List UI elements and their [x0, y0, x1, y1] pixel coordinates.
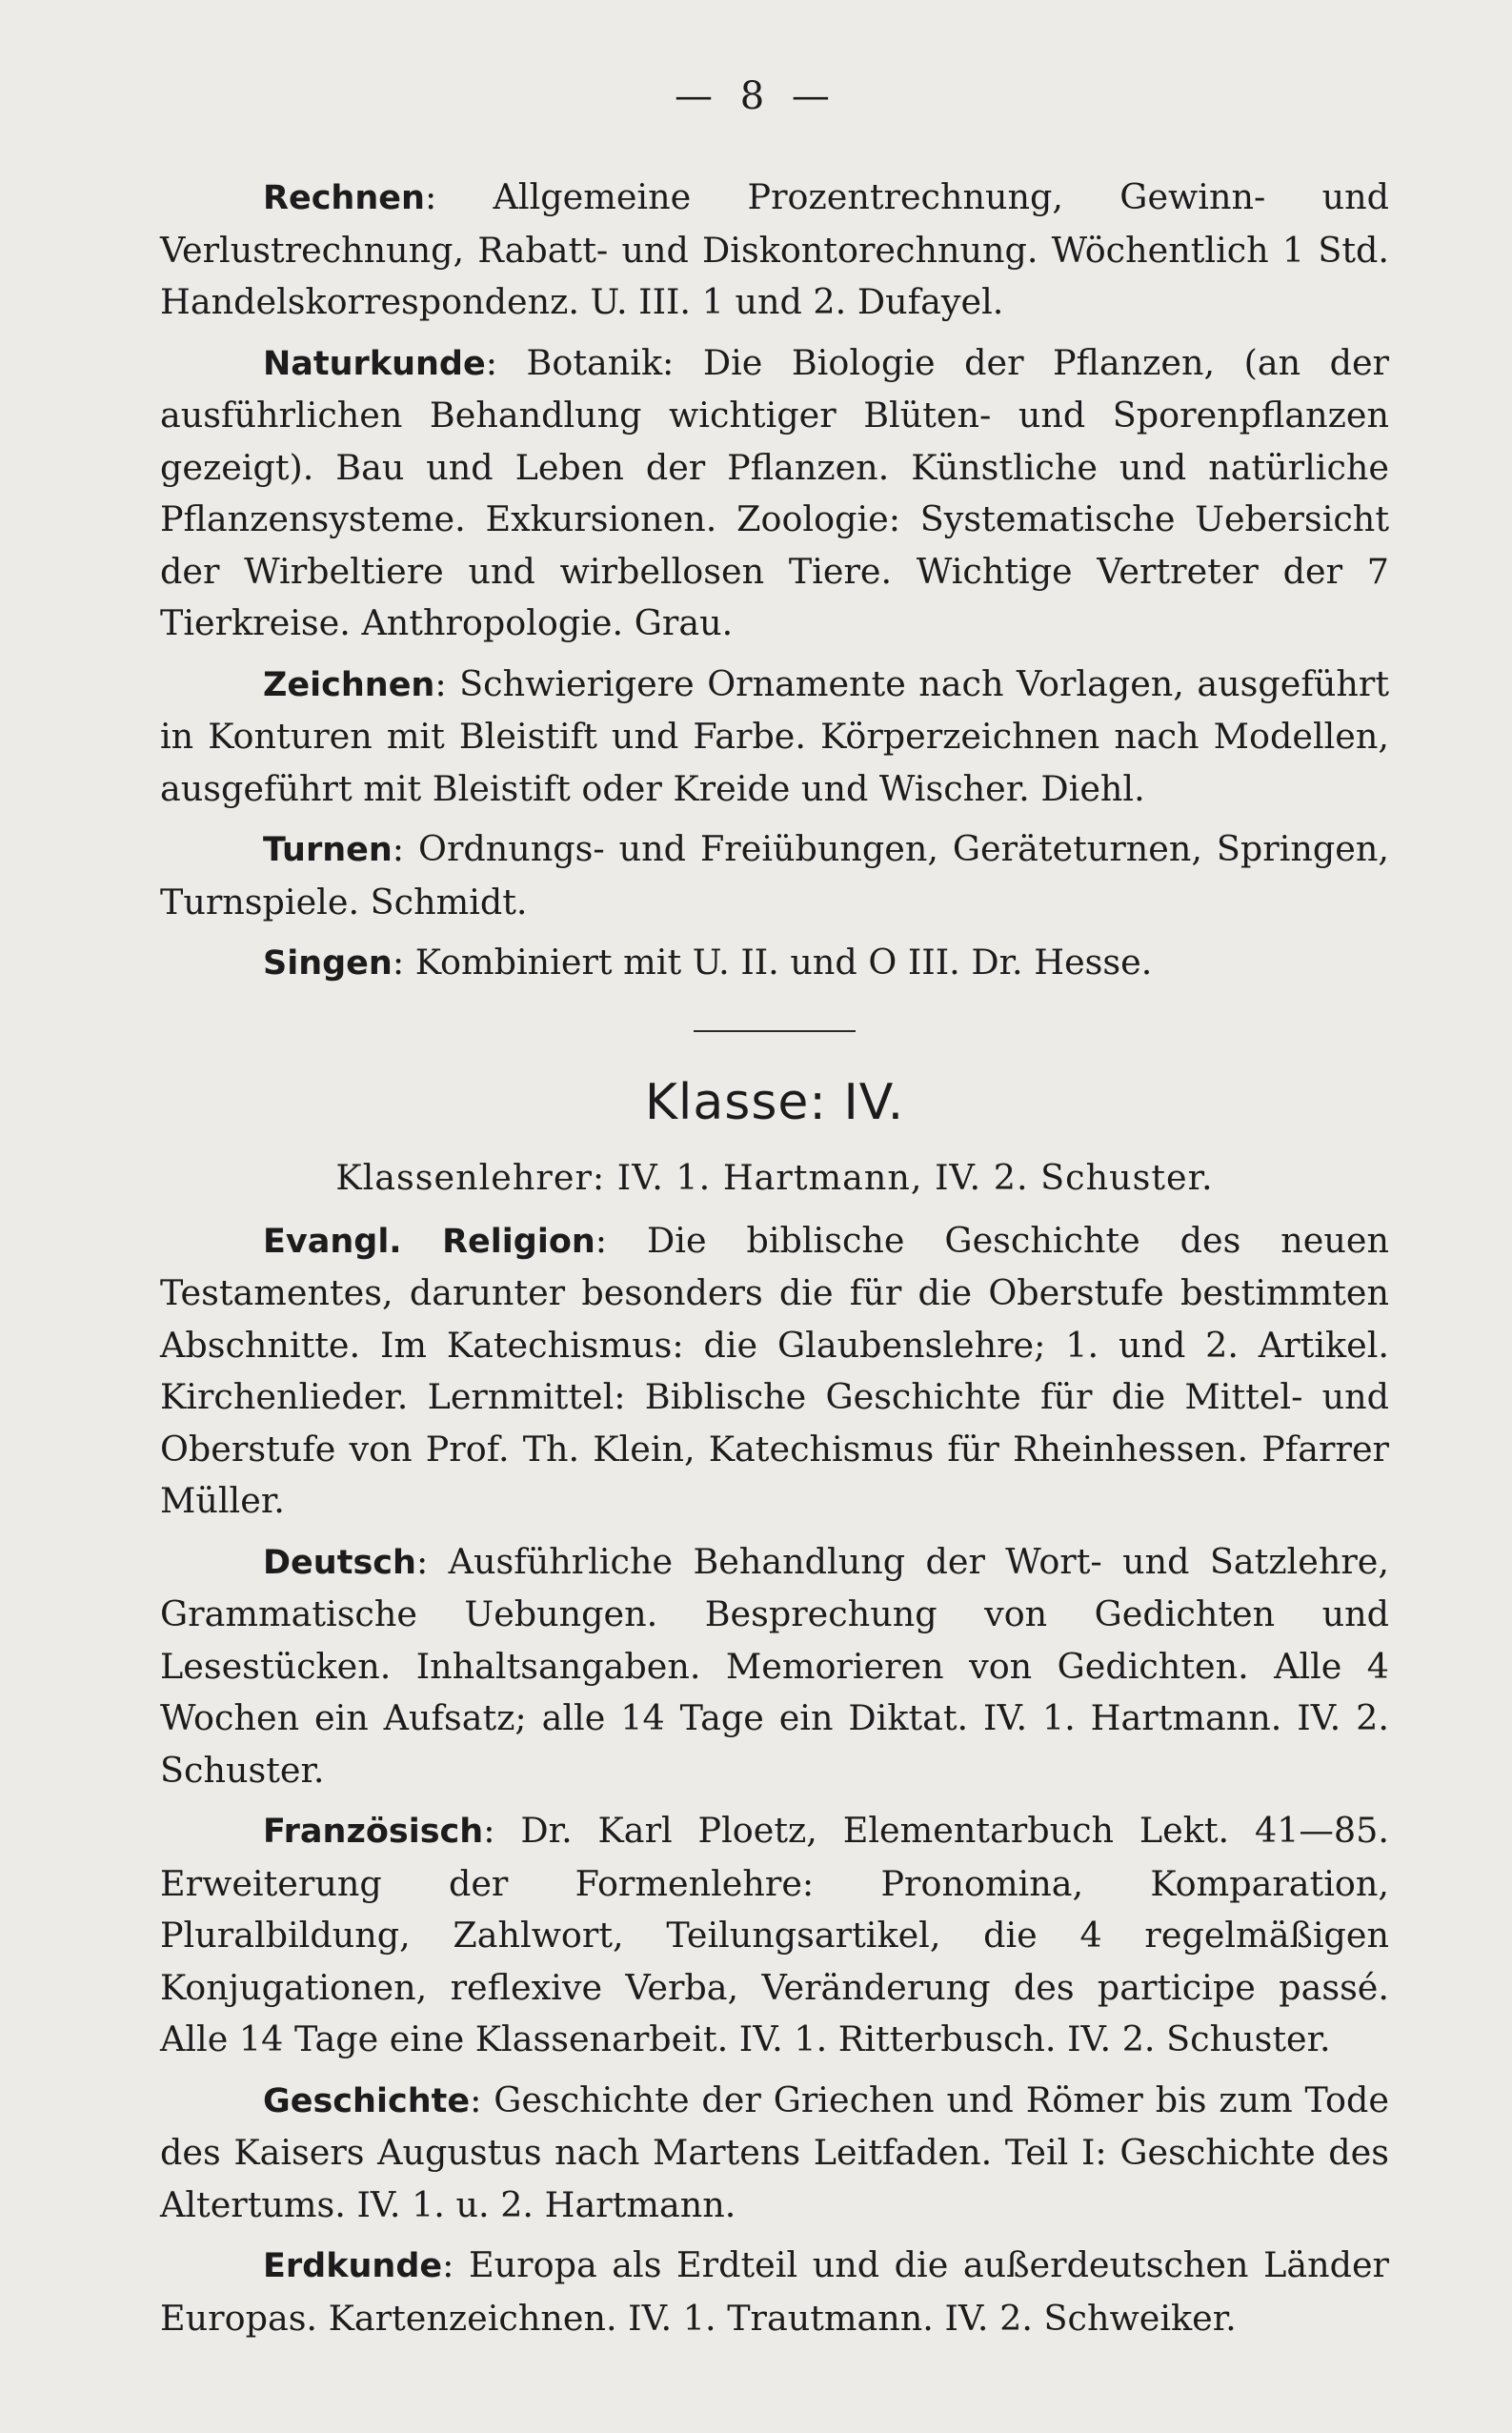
- section-erdkunde: Erdkunde: Europa als Erdteil und die außerdeutschen Länder Europas. Kartenzeichnen. IV. 1. Trautmann. IV. 2. Schweiker.: [160, 2244, 1390, 2339]
- section-text: Europa als Erdteil und die außerdeutschen Länder Europas. Kartenzeichnen. IV. 1. Trautmann. IV. 2. Schweiker.: [160, 2244, 1390, 2339]
- section-text: Die biblische Geschichte des neuen Testamentes, darunter besonders die für die Oberstufe bestimmten Abschnitte. Im Katechismus: die Glaubenslehre; 1. und 2. Artikel. Kirchenlieder. Lernmittel: Biblische Geschichte für die Mittel- und Oberstufe von Prof. Th. Klein, Katechismus für Rheinhessen. Pfarrer Müller.: [160, 1219, 1389, 1521]
- section-text: Geschichte der Griechen und Römer bis zum Tode des Kaisers Augustus nach Martens Leitfaden. Teil I: Geschichte des Altertums. IV. 1. u. 2. Hartmann.: [160, 2078, 1389, 2225]
- section-heading: Französisch: [263, 1813, 484, 1851]
- section-text: Kombiniert mit U. II. und O III. Dr. Hesse.: [414, 942, 1153, 983]
- section-franzoesisch: Französisch: Dr. Karl Ploetz, Elementarbuch Lekt. 41—85. Erweiterung der Formenlehre: Pronomina, Komparation, Pluralbildung, Zahlwort, Teilungsartikel, die 4 regelmäßigen Konjugationen, reflexive Verba, Veränderung des participe passé. Alle 14 Tage eine Klassenarbeit. IV. 1. Ritterbusch. IV. 2. Schuster.: [160, 1810, 1389, 2059]
- section-text: Ausführliche Behandlung der Wort- und Satzlehre, Grammatische Uebungen. Besprechung von Gedichten und Lesestücken. Inhaltsangaben. Memorieren von Gedichten. Alle 4 Wochen ein Aufsatz; alle 14 Tage ein Diktat. IV. 1. Hartmann. IV. 2. Schuster.: [160, 1540, 1389, 1791]
- section-geschichte: Geschichte: Geschichte der Griechen und Römer bis zum Tode des Kaisers Augustus nach Martens Leitfaden. Teil I: Geschichte des Altertums. IV. 1. u. 2. Hartmann.: [160, 2078, 1389, 2225]
- section-rechnen: Rechnen: Allgemeine Prozentrechnung, Gewinn- und Verlustrechnung, Rabatt- und Diskontorechnung. Wöchentlich 1 Std. Handelskorrespondenz. U. III. 1 und 2. Dufayel.: [160, 176, 1389, 322]
- section-heading: Deutsch: [263, 1543, 416, 1582]
- section-text: Ordnungs- und Freiübungen, Geräteturnen, Springen, Turnspiele. Schmidt.: [160, 828, 1389, 923]
- section-text: Allgemeine Prozentrechnung, Gewinn- und Verlustrechnung, Rabatt- und Diskontorechnung. Wöchentlich 1 Std. Handelskorrespondenz. U. III. 1 und 2. Dufayel.: [160, 176, 1389, 322]
- section-deutsch: Deutsch: Ausführliche Behandlung der Wort- und Satzlehre, Grammatische Uebungen. Besprechung von Gedichten und Lesestücken. Inhaltsangaben. Memorieren von Gedichten. Alle 4 Wochen ein Aufsatz; alle 14 Tage ein Diktat. IV. 1. Hartmann. IV. 2. Schuster.: [160, 1540, 1389, 1791]
- section-singen: Singen: Kombiniert mit U. II. und O III. Dr. Hesse.: [263, 942, 1153, 983]
- section-heading: Zeichnen: [263, 665, 435, 704]
- class-heading: Klasse: IV.: [644, 1073, 905, 1131]
- section-heading: Naturkunde: [263, 344, 486, 383]
- section-heading: Singen: [263, 944, 393, 983]
- section-naturkunde: Naturkunde: Botanik: Die Biologie der Pflanzen, (an der ausführlichen Behandlung wichtiger Blüten- und Sporenpflanzen gezeigt). Bau und Leben der Pflanzen. Künstliche und natürliche Pflanzensysteme. Exkursionen. Zoologie: Systematische Uebersicht der Wirbeltiere und wirbellosen Tiere. Wichtige Vertreter der 7 Tierkreise. Anthropologie. Grau.: [160, 341, 1390, 643]
- section-turnen: Turnen: Ordnungs- und Freiübungen, Geräteturnen, Springen, Turnspiele. Schmidt.: [160, 828, 1389, 923]
- section-text: Botanik: Die Biologie der Pflanzen, (an der ausführlichen Behandlung wichtiger Blüten- und Sporenpflanzen gezeigt). Bau und Leben der Pflanzen. Künstliche und natürliche Pflanzensysteme. Exkursionen. Zoologie: Systematische Uebersicht der Wirbeltiere und wirbellosen Tiere. Wichtige Vertreter der 7 Tierkreise. Anthropologie. Grau.: [160, 341, 1390, 643]
- section-heading: Evangl. Religion: [263, 1222, 595, 1261]
- text-column: [160, 172, 1389, 2353]
- section-religion: Evangl. Religion: Die biblische Geschichte des neuen Testamentes, darunter besonders die für die Oberstufe bestimmten Abschnitte. Im Katechismus: die Glaubenslehre; 1. und 2. Artikel. Kirchenlieder. Lernmittel: Biblische Geschichte für die Mittel- und Oberstufe von Prof. Th. Klein, Katechismus für Rheinhessen. Pfarrer Müller.: [160, 1219, 1389, 1521]
- section-heading: Erdkunde: [263, 2247, 443, 2285]
- section-zeichnen: Zeichnen: Schwierigere Ornamente nach Vorlagen, ausgeführt in Konturen mit Bleistift und Farbe. Körperzeichnen nach Modellen, ausgeführt mit Bleistift oder Kreide und Wischer. Diehl.: [160, 662, 1389, 809]
- class-teacher-line: Klassenlehrer: IV. 1. Hartmann, IV. 2. Schuster.: [335, 1156, 1214, 1198]
- section-heading: Rechnen: [263, 179, 425, 217]
- section-text: Schwierigere Ornamente nach Vorlagen, ausgeführt in Konturen mit Bleistift und Farbe. Körperzeichnen nach Modellen, ausgeführt mit Bleistift oder Kreide und Wischer. Diehl.: [160, 662, 1389, 809]
- section-divider: [694, 1030, 856, 1032]
- section-heading: Turnen: [263, 831, 393, 869]
- page-number: — 8 —: [675, 74, 837, 118]
- section-text: Dr. Karl Ploetz, Elementarbuch Lekt. 41—85. Erweiterung der Formenlehre: Pronomina, Komparation, Pluralbildung, Zahlwort, Teilungsartikel, die 4 regelmäßigen Konjugationen, reflexive Verba, Veränderung des participe passé. Alle 14 Tage eine Klassenarbeit. IV. 1. Ritterbusch. IV. 2. Schuster.: [160, 1810, 1389, 2059]
- section-heading: Geschichte: [263, 2081, 471, 2120]
